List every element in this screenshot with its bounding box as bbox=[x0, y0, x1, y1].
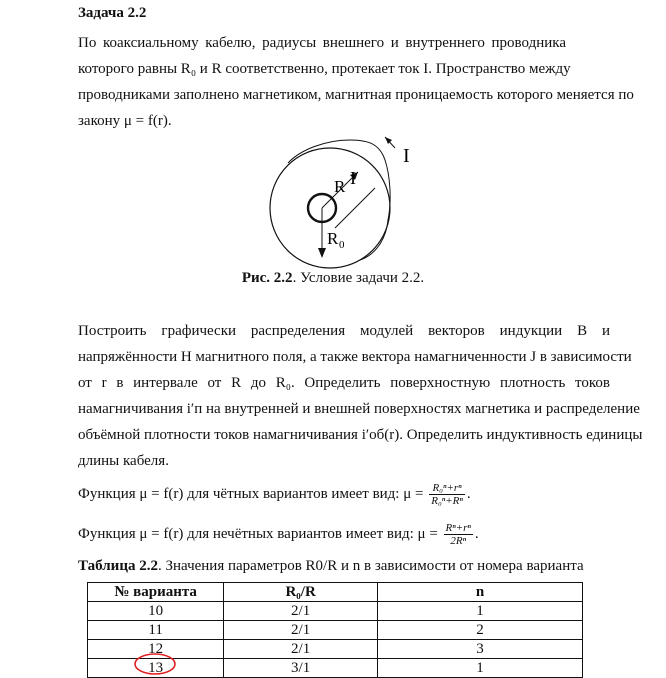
label-R: R bbox=[334, 177, 346, 196]
table-cell: 10 bbox=[88, 602, 224, 621]
table-row bbox=[88, 602, 583, 621]
table-caption: Таблица 2.2. Значения параметров R0/R и n в зависимости от номера варианта bbox=[78, 558, 584, 574]
table-cell: 12 bbox=[88, 640, 224, 659]
task-text-line-4: намагничивания i′п на внутренней и внешней поверхностях магнетика и распределение bbox=[78, 401, 640, 417]
formula-even: Функция μ = f(r) для чётных вариантов имеет вид: μ = $\frac{\text{R₀ⁿ+rⁿ}}{\text{R₀ⁿ+Rⁿ}}$ . bbox=[78, 482, 471, 507]
figure-caption: Рис. 2.2. Условие задачи 2.2. bbox=[241, 270, 425, 286]
problem-text-line-4: закону μ = f(r). bbox=[78, 113, 172, 129]
label-R0: R bbox=[327, 229, 339, 248]
outer-conductor-circle bbox=[270, 148, 390, 268]
table-cell: 2/1 bbox=[224, 621, 378, 640]
table-cell: 2 bbox=[378, 621, 583, 640]
formula-odd: Функция μ = f(r) для нечётных вариантов имеет вид: μ = $\frac{\text{Rⁿ+rⁿ}}{\text{2Rⁿ}}$ . bbox=[78, 522, 479, 547]
task-text-line-1: Построить графически распределения модулей векторов индукции B и bbox=[78, 323, 610, 339]
table-cell: 3 bbox=[378, 640, 583, 659]
table-row bbox=[88, 640, 583, 659]
table-header-variant: № варианта bbox=[88, 583, 224, 602]
variants-table bbox=[87, 582, 583, 678]
task-text-line-5: объёмной плотности токов намагничивания i′об(r). Определить индуктивность единицы bbox=[78, 427, 643, 443]
table-cell: 2/1 bbox=[224, 640, 378, 659]
label-I-outer: I bbox=[403, 145, 410, 167]
table-cell: 1 bbox=[378, 659, 583, 678]
table-cell: 1 bbox=[378, 602, 583, 621]
radius-R0-arrowhead bbox=[318, 248, 326, 258]
table-cell: 2/1 bbox=[224, 602, 378, 621]
problem-text-line-2: которого равны R₀ и R соответственно, протекает ток I. Пространство между bbox=[78, 61, 571, 77]
table-cell: 13 bbox=[88, 659, 224, 678]
table-header-n: n bbox=[378, 583, 583, 602]
problem-text-line-3: проводниками заполнено магнетиком, магнитная проницаемость которого меняется по bbox=[78, 87, 634, 103]
table-row bbox=[88, 659, 583, 678]
table-cell: 3/1 bbox=[224, 659, 378, 678]
table-row bbox=[88, 621, 583, 640]
task-text-line-3: от r в интервале от R до R₀. Определить поверхностную плотность токов bbox=[78, 375, 610, 391]
label-I-inner: I bbox=[350, 168, 356, 188]
formula-odd-fraction: $\frac{\text{Rⁿ+rⁿ}}{\text{2Rⁿ}}$ bbox=[445, 522, 471, 547]
task-text-line-2: напряжённости H магнитного поля, а также вектора намагниченности J в зависимости bbox=[78, 349, 632, 365]
label-R0-subscript: 0 bbox=[339, 239, 345, 251]
problem-title: Задача 2.2 bbox=[78, 5, 147, 21]
problem-text-line-1: По коаксиальному кабелю, радиусы внешнего и внутреннего проводника bbox=[78, 35, 566, 51]
table-cell: 11 bbox=[88, 621, 224, 640]
table-header-row bbox=[88, 583, 583, 602]
formula-even-fraction: $\frac{\text{R₀ⁿ+rⁿ}}{\text{R₀ⁿ+Rⁿ}}$ bbox=[431, 482, 463, 507]
task-text-line-6: длины кабеля. bbox=[78, 453, 169, 469]
table-header-ratio: R₀/R bbox=[224, 583, 378, 602]
